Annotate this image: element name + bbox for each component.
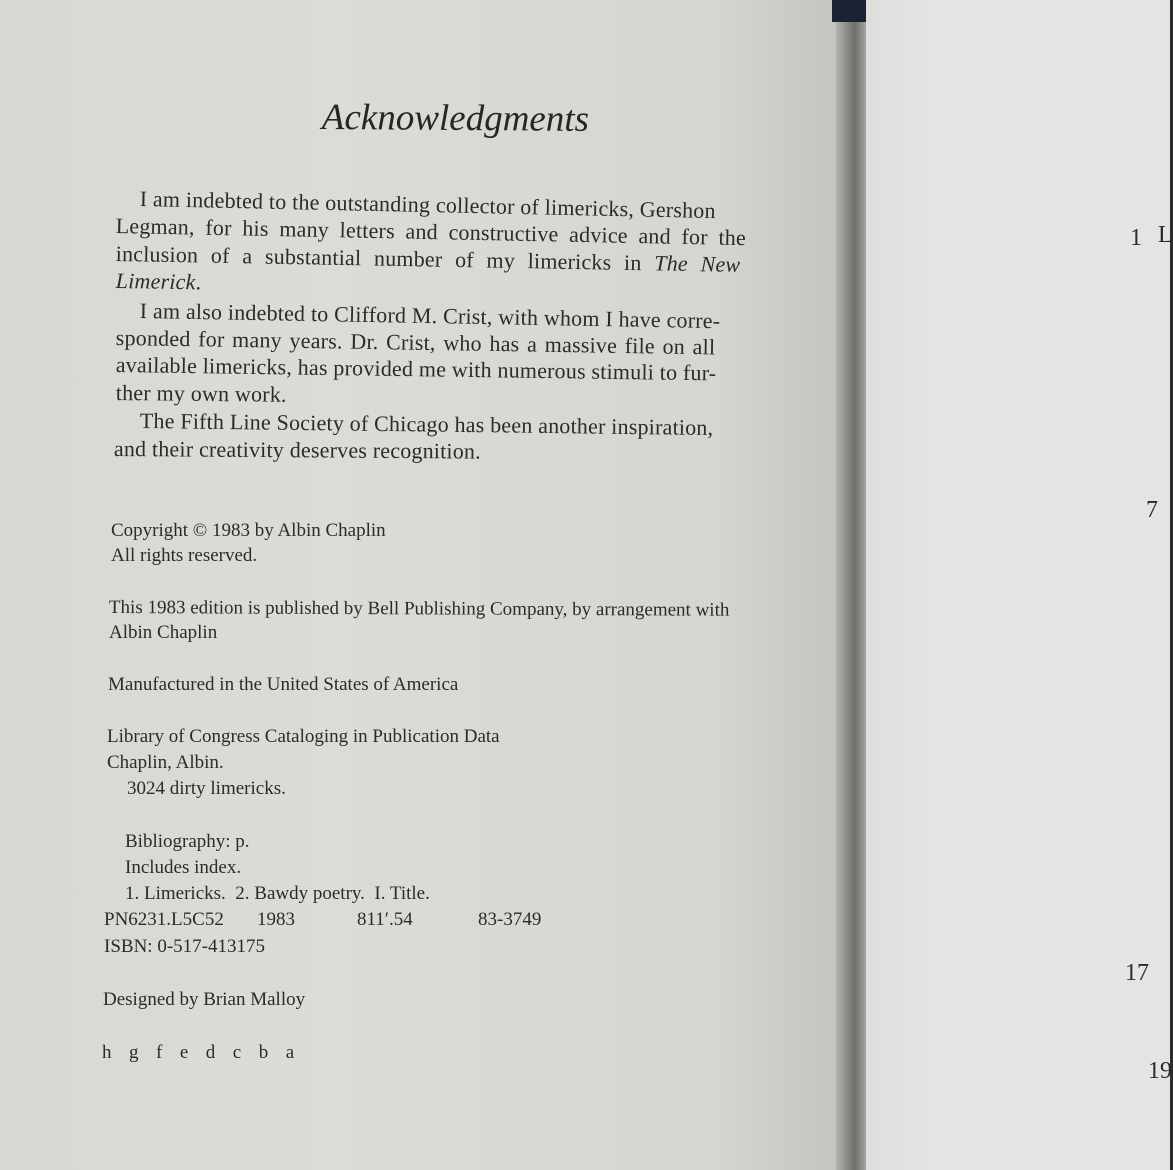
ack-book-title-part2: Limerick bbox=[115, 268, 196, 295]
ack-para1-line3-text: inclusion of a substantial number of my limericks in bbox=[115, 241, 642, 276]
right-page-number-19: 19 bbox=[1148, 1058, 1172, 1084]
cip-index: Includes index. bbox=[125, 857, 242, 878]
ack-book-title-part1: The New bbox=[654, 250, 741, 277]
cip-year: 1983 bbox=[257, 909, 295, 930]
right-page-number-17: 17 bbox=[1125, 960, 1149, 986]
page-title: Acknowledgments bbox=[321, 96, 590, 140]
printing-line: h g f e d c b a bbox=[102, 1042, 295, 1063]
cip-dewey: 811′.54 bbox=[357, 909, 413, 930]
right-page-letter-l: L bbox=[1158, 222, 1173, 248]
edition-line1: This 1983 edition is published by Bell Publishing Company, by arrangement with bbox=[108, 597, 730, 621]
ack-para2-line3: available limericks, has provided me with numerous stimuli to fur- bbox=[115, 352, 717, 386]
ack-para1-line2: Legman, for his many letters and constructive advice and for the bbox=[115, 213, 747, 251]
ack-para1-line4 bbox=[116, 268, 202, 295]
ack-para3-line1: The Fifth Line Society of Chicago has been another inspiration, bbox=[139, 408, 714, 441]
right-page-number-7: 7 bbox=[1146, 497, 1158, 523]
right-page bbox=[866, 0, 1173, 1170]
cip-title: 3024 dirty limericks. bbox=[127, 778, 286, 799]
cip-author: Chaplin, Albin. bbox=[107, 752, 224, 773]
ack-para1-line1: I am indebted to the outstanding collector of limericks, Gershon bbox=[139, 186, 716, 224]
manufactured-line: Manufactured in the United States of America bbox=[108, 674, 459, 695]
cip-bibliography: Bibliography: p. bbox=[125, 831, 250, 852]
cip-lccn: 83-3749 bbox=[478, 909, 542, 930]
cip-subjects: 1. Limericks. 2. Bawdy poetry. I. Title. bbox=[125, 883, 430, 904]
rights-line: All rights reserved. bbox=[111, 545, 258, 566]
right-page-number-1: 1 bbox=[1130, 225, 1142, 251]
isbn-line: ISBN: 0-517-413175 bbox=[104, 936, 265, 957]
ack-para3-line2: and their creativity deserves recognition. bbox=[113, 436, 481, 464]
ack-para2-line1: I am also indebted to Clifford M. Crist, with whom I have corre- bbox=[139, 298, 721, 334]
ack-period: . bbox=[195, 269, 202, 295]
ack-para2-line4: ther my own work. bbox=[115, 380, 287, 407]
cip-heading: Library of Congress Cataloging in Publication Data bbox=[107, 726, 500, 747]
edition-line2: Albin Chaplin bbox=[109, 622, 218, 643]
cip-call-number: PN6231.L5C52 bbox=[104, 909, 224, 930]
designer-line: Designed by Brian Malloy bbox=[103, 989, 306, 1010]
ack-para2-line2: sponded for many years. Dr. Crist, who has a massive file on all bbox=[115, 325, 716, 360]
book-gutter bbox=[836, 0, 870, 1170]
copyright-line: Copyright © 1983 by Albin Chaplin bbox=[111, 520, 386, 541]
